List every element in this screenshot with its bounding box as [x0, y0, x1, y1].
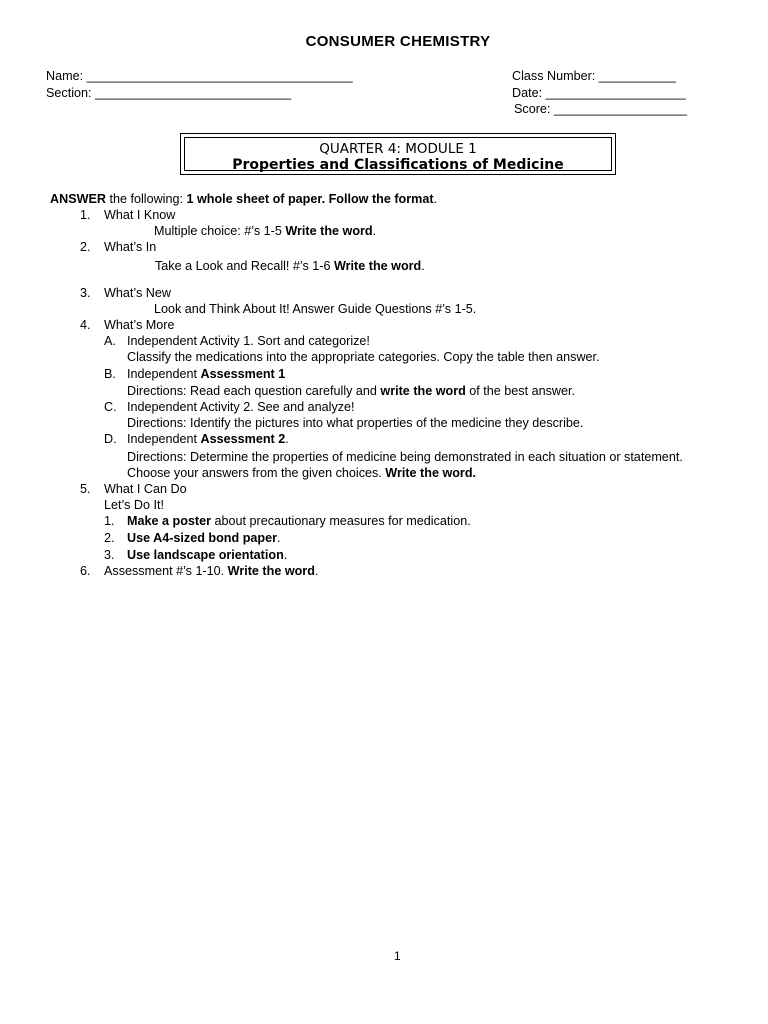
item-detail-period: . — [421, 259, 425, 273]
sub-item-text-plain: . — [283, 548, 288, 562]
item-label-what-i-know: What I Know — [104, 208, 176, 222]
sub-item-text-bold: Use landscape orientation — [127, 548, 284, 562]
item-number: 2. — [80, 240, 91, 254]
item-label-whats-more: What’s More — [104, 318, 175, 332]
sub-item-text-plain: . — [277, 531, 281, 545]
sub-item-text: Independent Activity 2. See and analyze! — [127, 400, 355, 414]
item-label-emphasis: Write the word — [227, 564, 315, 578]
sub-item-text: Independent Activity 1. Sort and categorize! — [127, 334, 370, 348]
item-detail-emphasis: Write the word — [285, 224, 373, 238]
sub-item-directions-continued — [127, 465, 476, 481]
sub-item-text — [127, 530, 281, 546]
item-number: 5. — [80, 482, 91, 496]
intro-instruction — [50, 191, 437, 207]
item-number: 1. — [80, 208, 91, 222]
item-label-period: . — [314, 564, 319, 578]
intro-answer-keyword: ANSWER — [50, 192, 106, 206]
item-detail-period: . — [372, 224, 377, 238]
document-title: CONSUMER CHEMISTRY — [305, 33, 491, 50]
directions-emphasis: write the word — [380, 384, 466, 398]
item-detail-emphasis: Write the word — [334, 259, 422, 273]
module-quarter-label: QUARTER 4: MODULE 1 — [319, 141, 477, 157]
sub-number: 3. — [104, 548, 115, 562]
intro-text: the following: — [105, 192, 187, 206]
directions-text-end: of the best answer. — [465, 384, 576, 398]
class-number-field: Class Number: ___________ — [512, 69, 676, 83]
module-topic-title: Properties and Classifications of Medicine — [232, 157, 564, 173]
section-field: Section: ____________________________ — [46, 86, 292, 100]
sub-number: 2. — [104, 531, 115, 545]
sub-item-directions: Directions: Identify the pictures into what properties of the medicine they describe. — [127, 416, 584, 430]
sub-item-text — [127, 431, 289, 447]
item-detail: Let’s Do It! — [104, 498, 164, 512]
sub-item-directions: Classify the medications into the appropriate categories. Copy the table then answer. — [127, 350, 600, 364]
sub-letter: B. — [104, 367, 116, 381]
item-label-whats-in: What’s In — [104, 240, 157, 254]
item-detail — [155, 258, 425, 274]
item-detail: Look and Think About It! Answer Guide Questions #’s 1-5. — [154, 302, 477, 316]
sub-item-text-bold: Assessment 2 — [200, 432, 286, 446]
directions-emphasis: Write the word. — [385, 466, 477, 480]
sub-number: 1. — [104, 514, 115, 528]
page-number: 1 — [394, 949, 401, 963]
intro-period: . — [433, 192, 438, 206]
item-number: 6. — [80, 564, 91, 578]
item-label-assessment — [104, 563, 318, 579]
item-number: 3. — [80, 286, 91, 300]
sub-item-text-bold: Assessment 1 — [200, 367, 286, 381]
module-title-box — [180, 133, 616, 175]
sub-item-text-period: . — [285, 432, 289, 446]
sub-item-text-bold: Make a poster — [127, 514, 211, 528]
name-field: Name: ______________________________________ — [46, 69, 353, 83]
sub-item-text-plain: about precautionary measures for medication. — [211, 514, 471, 528]
item-label-whats-new: What’s New — [104, 286, 171, 300]
module-title-inner-border — [184, 137, 612, 171]
item-detail-text: Take a Look and Recall! #’s 1-6 — [155, 259, 334, 273]
directions-text: Choose your answers from the given choices. — [127, 466, 386, 480]
item-label-what-i-can-do: What I Can Do — [104, 482, 187, 496]
sub-item-text-plain: Independent — [127, 367, 201, 381]
sub-item-text — [127, 513, 471, 529]
item-detail — [154, 223, 376, 239]
date-field: Date: ____________________ — [512, 86, 686, 100]
sub-letter: C. — [104, 400, 117, 414]
sub-letter: D. — [104, 432, 117, 446]
intro-format-note: 1 whole sheet of paper. Follow the format — [186, 192, 434, 206]
directions-text: Directions: Read each question carefully and — [127, 384, 381, 398]
sub-item-text — [127, 366, 285, 382]
sub-item-directions: Directions: Determine the properties of medicine being demonstrated in each situation or statement. — [127, 450, 683, 464]
score-field: Score: ___________________ — [514, 102, 687, 116]
sub-item-text-bold: Use A4-sized bond paper — [127, 531, 277, 545]
sub-letter: A. — [104, 334, 116, 348]
item-label-text: Assessment #’s 1-10. — [104, 564, 228, 578]
sub-item-directions — [127, 383, 575, 399]
item-detail-text: Multiple choice: #’s 1-5 — [154, 224, 286, 238]
sub-item-text — [127, 547, 287, 563]
item-number: 4. — [80, 318, 91, 332]
sub-item-text-plain: Independent — [127, 432, 201, 446]
